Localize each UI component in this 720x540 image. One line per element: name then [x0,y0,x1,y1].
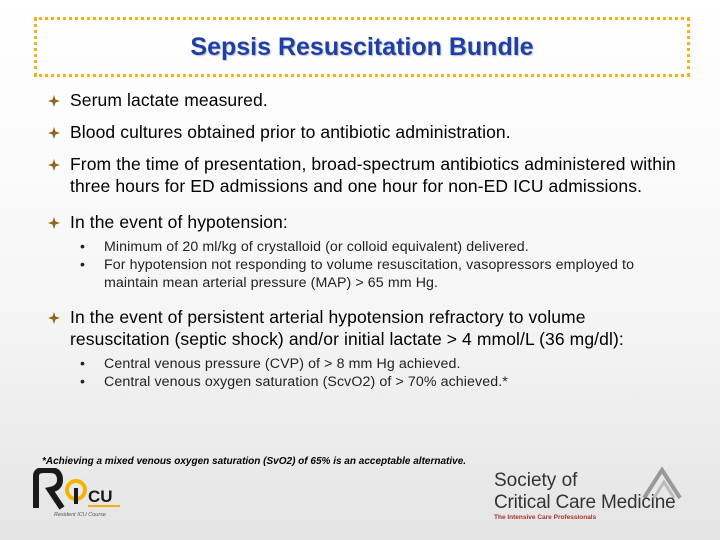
sub-item [80,238,688,256]
sub-item [80,355,688,373]
sub-bullet-icon: • [80,356,86,372]
slide-title: Sepsis Resuscitation Bundle [190,32,534,61]
sccm-line2: Critical Care Medicine [494,492,676,513]
footnote: *Achieving a mixed venous oxygen saturation (SvO2) of 65% is an acceptable alternative. [42,456,467,467]
bullet-marker-icon [48,159,60,171]
title-box [34,17,690,77]
sub-item-text: For hypotension not responding to volume resuscitation, vasopressors employed to maintain mean arterial pressure (MAP) > 65 mm Hg. [104,257,635,291]
bullet-item [48,211,688,292]
sub-item-text: Central venous pressure (CVP) of > 8 mm Hg achieved. [104,356,461,372]
bullet-item [48,89,688,111]
sub-bullet-icon: • [80,374,86,390]
sub-item-text: Minimum of 20 ml/kg of crystalloid (or colloid equivalent) delivered. [104,239,529,255]
bullet-marker-icon [48,127,60,139]
sub-list [80,355,688,391]
ricu-logo-icon [32,468,122,512]
sub-item [80,373,688,391]
sub-item [80,256,688,292]
sccm-line1: Society of [494,470,578,491]
sub-item-text: Central venous oxygen saturation (ScvO2) of > 70% achieved.* [104,374,508,390]
bullet-marker-icon [48,312,60,324]
bullet-text: From the time of presentation, broad-spectrum antibiotics administered within three hours for ED admissions and one hour for non-ED ICU admissions. [70,154,676,196]
sub-list [80,238,688,292]
ricu-logo [32,468,122,520]
bullet-text: In the event of persistent arterial hypotension refractory to volume resuscitation (septic shock) and/or initial lactate > 4 mmol/L (36 mg/dl): [70,307,624,349]
sccm-logo [490,466,686,522]
sub-bullet-icon: • [80,239,86,255]
bullet-marker-icon [48,95,60,107]
bullet-item [48,306,688,391]
bullet-text: In the event of hypotension: [70,212,288,232]
bullet-list [48,89,688,405]
sub-bullet-icon: • [80,257,86,273]
bullet-text: Serum lactate measured. [70,90,268,110]
sccm-tagline: The Intensive Care Professionals [494,514,597,521]
bullet-marker-icon [48,217,60,229]
bullet-item [48,121,688,143]
bullet-text: Blood cultures obtained prior to antibiotic administration. [70,122,511,142]
svg-text:CU: CU [88,487,113,506]
bullet-item [48,153,688,197]
ricu-tagline: Resident ICU Course [54,512,106,518]
